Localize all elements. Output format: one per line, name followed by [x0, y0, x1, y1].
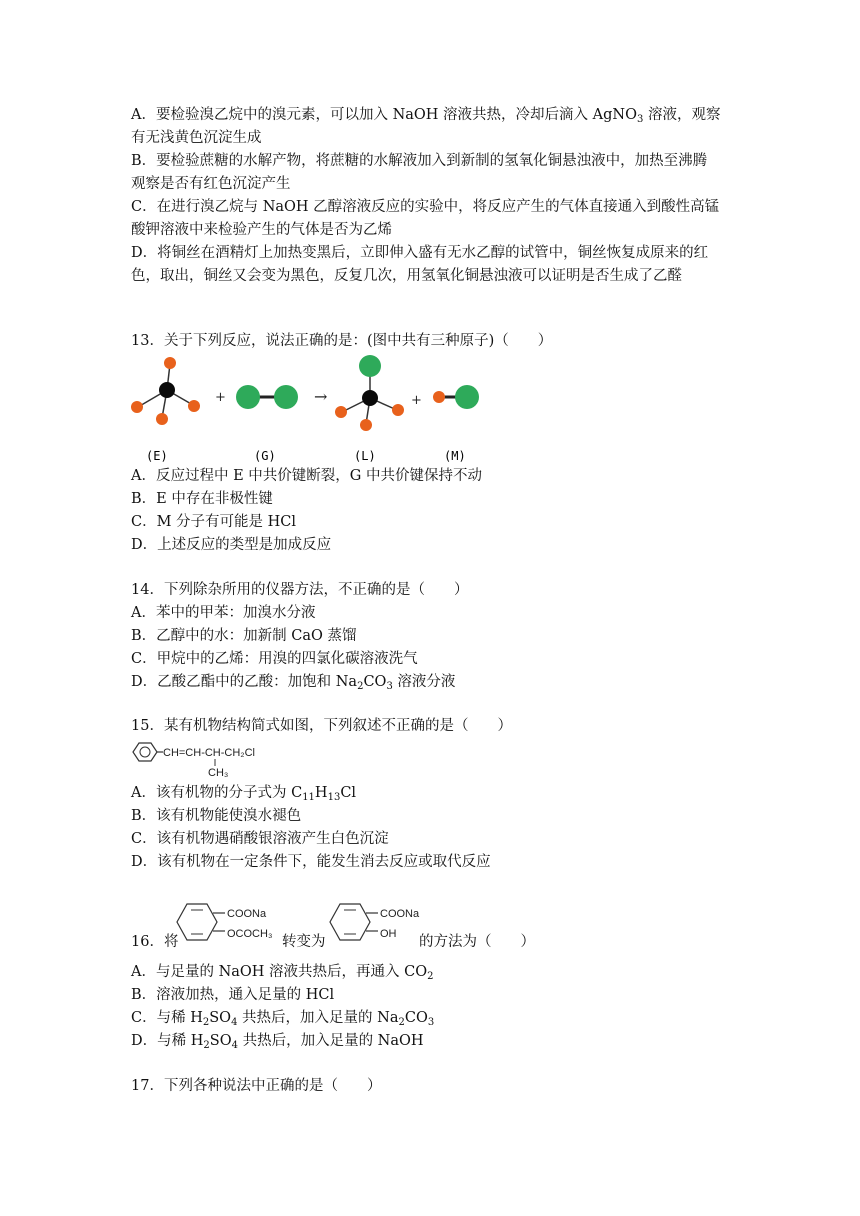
q16-stem-end: 的方法为（ ）	[419, 934, 535, 950]
q12-option-c-line2: 酸钾溶液中来检验产生的气体是否为乙烯	[131, 222, 392, 238]
q16-option-a: A．与足量的 NaOH 溶液共热后，再通入 $CO_2$	[131, 964, 434, 982]
reactant-bottom-group: OCOCH₃	[227, 928, 273, 940]
plus-sign-1: +	[215, 390, 226, 405]
reaction-arrow: →	[314, 387, 328, 406]
struct-main-chain: CH=CH-CH-CH₂Cl	[163, 747, 255, 759]
product-bottom-group: OH	[380, 928, 397, 940]
q12-option-b-line2: 观察是否有红色沉淀产生	[131, 176, 291, 192]
molecule-e	[131, 357, 200, 425]
q12-option-d-line2: 色，取出，铜丝又会变为黑色，反复几次，用氢氧化铜悬浊液可以证明是否生成了乙醛	[131, 268, 682, 284]
q15-option-d: D．该有机物在一定条件下，能发生消去反应或取代反应	[131, 854, 491, 870]
q16-product-structure	[326, 896, 424, 950]
molecule-l	[335, 355, 404, 431]
q14-option-a: A．苯中的甲苯：加溴水分液	[131, 605, 316, 621]
q15-stem: 15．某有机物结构简式如图，下列叙述不正确的是（ ）	[131, 718, 512, 734]
struct-branch: CH₃	[208, 767, 229, 779]
q15-option-b: B．该有机物能使溴水褪色	[131, 808, 302, 824]
q12-option-b-line1: B．要检验蔗糖的水解产物，将蔗糖的水解液加入到新制的氢氧化铜悬浊液中，加热至沸腾	[131, 153, 708, 169]
q17-stem: 17．下列各种说法中正确的是（ ）	[131, 1078, 382, 1094]
q15-option-c: C．该有机物遇硝酸银溶液产生白色沉淀	[131, 831, 389, 847]
label-m: (M)	[444, 449, 466, 463]
label-g: (G)	[254, 449, 276, 463]
q12-option-a-line2: 有无浅黄色沉淀生成	[131, 130, 262, 146]
product-top-group: COONa	[380, 908, 420, 920]
q13-reaction-diagram	[126, 352, 486, 464]
q16-reactant-structure	[173, 896, 285, 950]
q12-option-c-line1: C．在进行溴乙烷与 NaOH 乙醇溶液反应的实验中，将反应产生的气体直接通入到酸性高锰	[131, 199, 720, 215]
q13-option-a: A．反应过程中 E 中共价键断裂，G 中共价键保持不动	[131, 468, 482, 484]
q13-option-d: D．上述反应的类型是加成反应	[131, 537, 332, 553]
q16-stem-start: 16．将	[131, 934, 179, 950]
q12-option-a-line1: A．要检验溴乙烷中的溴元素，可以加入 NaOH 溶液共热，冷却后滴入 AgNO$_3$ 溶液，观察	[131, 107, 721, 125]
q14-option-b: B．乙醇中的水：加新制 CaO 蒸馏	[131, 628, 357, 644]
q12-option-d-line1: D．将铜丝在酒精灯上加热变黑后，立即伸入盛有无水乙醇的试管中，铜丝恢复成原来的红	[131, 245, 709, 261]
q16-option-c: C．与稀 $H_2SO_4$ 共热后，加入足量的 $Na_2CO_3$	[131, 1010, 435, 1028]
label-e: (E)	[146, 449, 168, 463]
q14-option-d: D．乙酸乙酯中的乙酸：加饱和 $Na_2CO_3$ 溶液分液	[131, 674, 456, 692]
molecule-g	[236, 385, 298, 409]
q16-option-b: B．溶液加热，通入足量的 HCl	[131, 987, 335, 1003]
q16-stem-middle: 转变为	[282, 934, 326, 950]
q16-option-d: D．与稀 $H_2SO_4$ 共热后，加入足量的 NaOH	[131, 1033, 424, 1051]
q14-stem: 14．下列除杂所用的仪器方法，不正确的是（ ）	[131, 582, 469, 598]
molecule-m	[433, 385, 479, 409]
reactant-top-group: COONa	[227, 908, 267, 920]
q15-structure-formula	[131, 737, 271, 779]
label-l: (L)	[354, 449, 376, 463]
q13-stem: 13．关于下列反应，说法正确的是：(图中共有三种原子)（ ）	[131, 333, 553, 349]
plus-sign-2: +	[411, 393, 422, 408]
q15-option-a: A．该有机物的分子式为 $C_{11}H_{13}Cl$	[131, 785, 357, 803]
q14-option-c: C．甲烷中的乙烯：用溴的四氯化碳溶液洗气	[131, 651, 418, 667]
q13-option-c: C．M 分子有可能是 HCl	[131, 514, 297, 530]
q13-option-b: B．E 中存在非极性键	[131, 491, 273, 507]
